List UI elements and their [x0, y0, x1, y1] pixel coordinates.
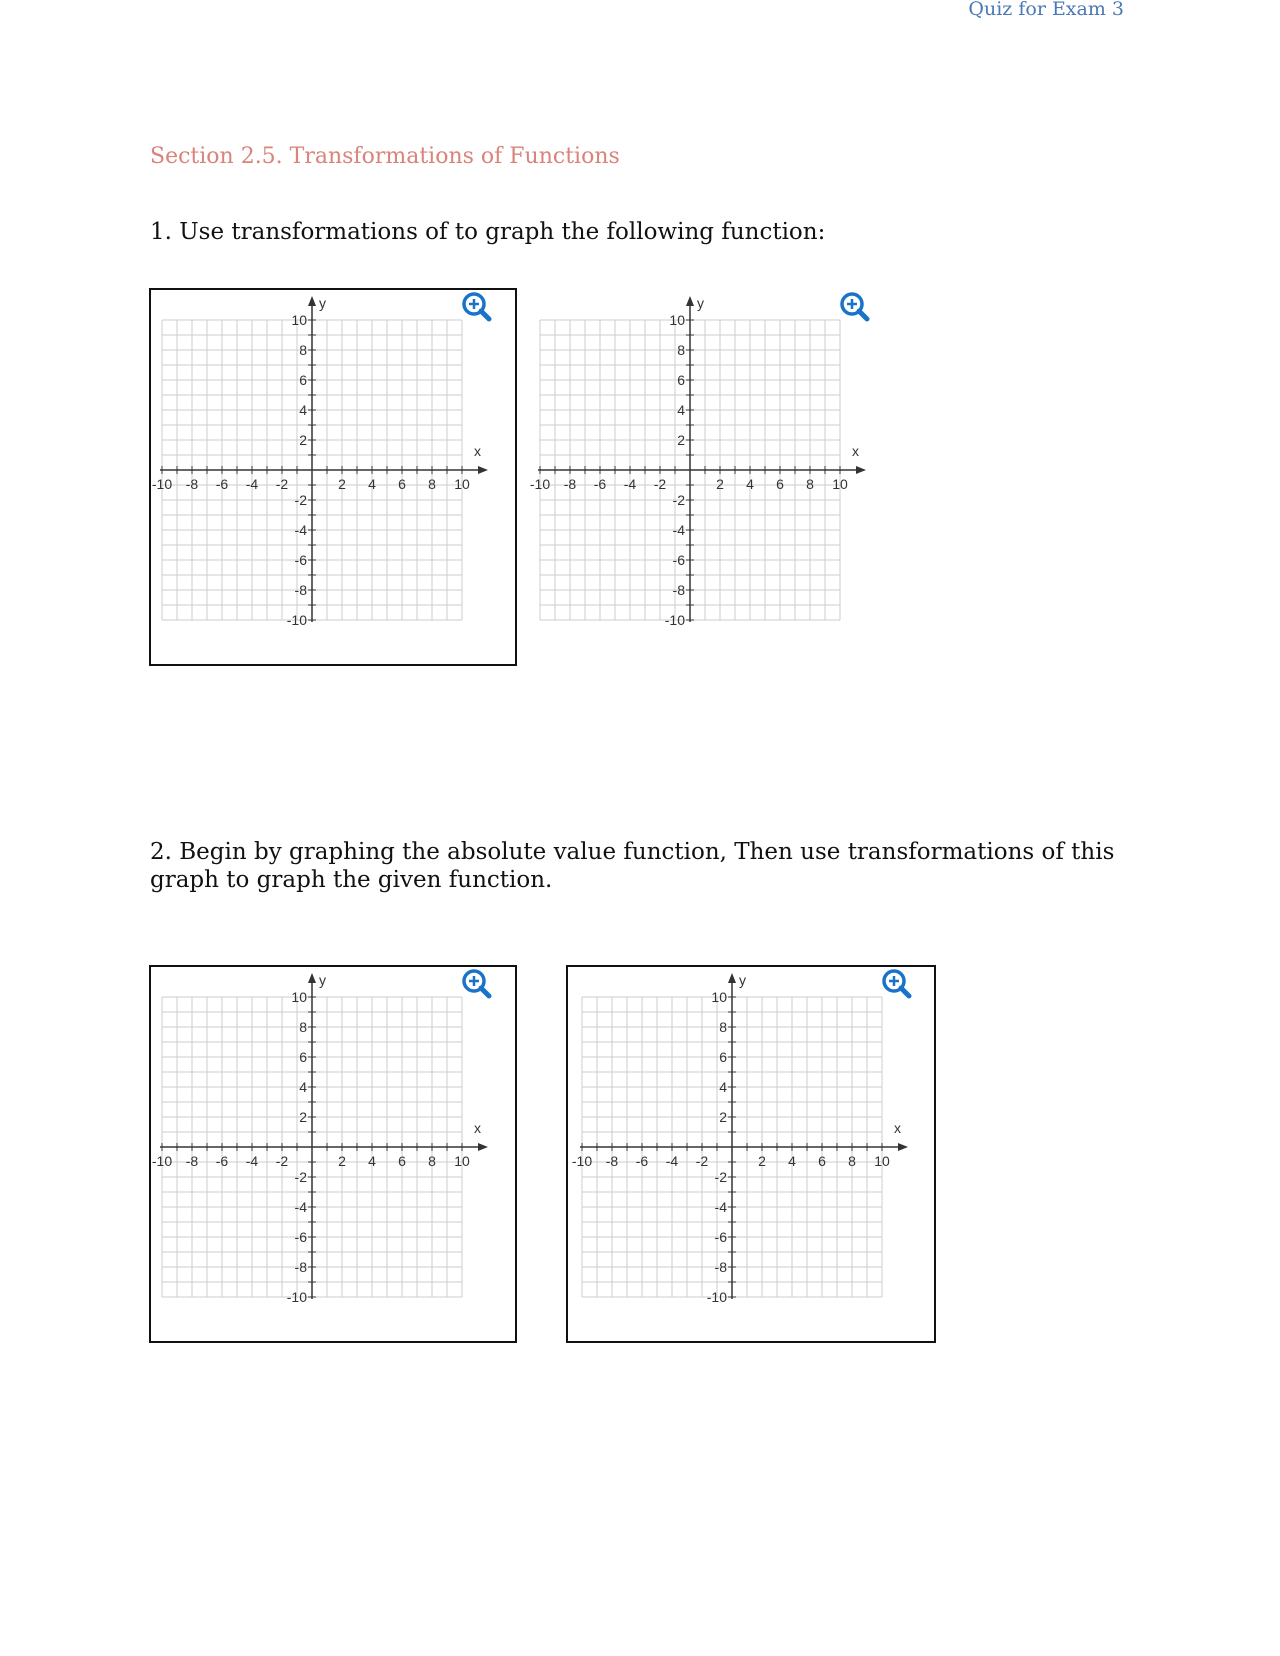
- x-tick-label: -2: [695, 1153, 709, 1169]
- x-tick-label: -6: [215, 476, 229, 492]
- y-tick-label: -4: [294, 1199, 307, 1215]
- question-2-text: 2. Begin by graphing the absolute value function, Then use transformations of this graph to graph the given function.: [150, 839, 1115, 893]
- x-axis-arrow: [478, 466, 488, 474]
- y-tick-label: -8: [672, 582, 685, 598]
- y-tick-label: -2: [714, 1169, 727, 1185]
- y-tick-label: -2: [294, 492, 307, 508]
- x-axis-label: x: [474, 443, 481, 459]
- x-tick-label: 10: [874, 1153, 890, 1169]
- x-tick-label: 6: [818, 1153, 826, 1169]
- graph-panel-q2-left[interactable]: [149, 965, 517, 1343]
- x-tick-label: 2: [338, 1153, 346, 1169]
- y-tick-label: -10: [286, 1289, 307, 1305]
- x-tick-label: -8: [563, 476, 577, 492]
- y-axis-label: y: [739, 972, 746, 988]
- x-tick-label: 8: [848, 1153, 856, 1169]
- y-tick-label: 6: [299, 372, 307, 388]
- y-tick-label: -6: [294, 1229, 307, 1245]
- y-tick-label: 10: [291, 312, 307, 328]
- y-tick-label: 10: [291, 989, 307, 1005]
- x-tick-label: -8: [605, 1153, 619, 1169]
- y-tick-label: -10: [664, 612, 685, 628]
- x-tick-label: 2: [338, 476, 346, 492]
- y-tick-label: -2: [672, 492, 685, 508]
- y-tick-label: 6: [677, 372, 685, 388]
- y-axis-label: y: [697, 295, 704, 311]
- y-tick-label: 2: [719, 1109, 727, 1125]
- x-tick-label: 2: [716, 476, 724, 492]
- x-tick-label: -10: [151, 476, 173, 492]
- coordinate-grid[interactable]: [520, 290, 890, 666]
- section-title: Section 2.5. Transformations of Functions: [150, 144, 620, 169]
- y-tick-label: -6: [294, 552, 307, 568]
- graph-panel-q1-right[interactable]: [520, 290, 890, 666]
- y-tick-label: 6: [299, 1049, 307, 1065]
- x-tick-label: -10: [529, 476, 551, 492]
- x-tick-label: 6: [398, 476, 406, 492]
- coordinate-grid[interactable]: [568, 967, 938, 1345]
- x-axis-arrow: [478, 1143, 488, 1151]
- y-tick-label: -4: [672, 522, 685, 538]
- x-tick-label: 2: [758, 1153, 766, 1169]
- x-tick-label: -4: [665, 1153, 679, 1169]
- x-tick-label: 8: [806, 476, 814, 492]
- x-tick-label: 4: [746, 476, 754, 492]
- x-tick-label: -2: [275, 1153, 289, 1169]
- coordinate-grid[interactable]: [151, 290, 519, 668]
- y-tick-label: 10: [711, 989, 727, 1005]
- y-tick-label: -10: [286, 612, 307, 628]
- y-tick-label: -2: [294, 1169, 307, 1185]
- y-tick-label: -6: [672, 552, 685, 568]
- y-tick-label: -6: [714, 1229, 727, 1245]
- y-tick-label: 8: [299, 1019, 307, 1035]
- y-tick-label: -8: [294, 1259, 307, 1275]
- y-axis-arrow: [686, 296, 694, 306]
- y-axis-arrow: [308, 973, 316, 983]
- y-tick-label: 6: [719, 1049, 727, 1065]
- y-axis-label: y: [319, 295, 326, 311]
- x-axis-arrow: [898, 1143, 908, 1151]
- x-axis-label: x: [894, 1120, 901, 1136]
- x-tick-label: -6: [215, 1153, 229, 1169]
- y-tick-label: 8: [299, 342, 307, 358]
- x-tick-label: 4: [368, 476, 376, 492]
- y-tick-label: -8: [294, 582, 307, 598]
- y-axis-label: y: [319, 972, 326, 988]
- x-axis-label: x: [852, 443, 859, 459]
- zoom-in-icon[interactable]: [884, 971, 909, 996]
- y-tick-label: 4: [677, 402, 685, 418]
- graph-panel-q1-left[interactable]: [149, 288, 517, 666]
- x-axis-label: x: [474, 1120, 481, 1136]
- zoom-in-icon[interactable]: [842, 294, 867, 319]
- x-tick-label: 10: [454, 476, 470, 492]
- y-tick-label: 2: [677, 432, 685, 448]
- x-tick-label: 6: [776, 476, 784, 492]
- x-axis-arrow: [856, 466, 866, 474]
- graph-panel-q2-right[interactable]: [566, 965, 936, 1343]
- y-tick-label: 4: [299, 402, 307, 418]
- coordinate-grid[interactable]: [151, 967, 519, 1345]
- y-tick-label: 10: [669, 312, 685, 328]
- y-tick-label: 2: [299, 432, 307, 448]
- x-tick-label: 10: [832, 476, 848, 492]
- x-tick-label: 4: [788, 1153, 796, 1169]
- y-tick-label: -4: [294, 522, 307, 538]
- x-tick-label: -4: [245, 1153, 259, 1169]
- x-tick-label: -6: [593, 476, 607, 492]
- y-tick-label: 2: [299, 1109, 307, 1125]
- y-tick-label: 4: [299, 1079, 307, 1095]
- question-1-text: 1. Use transformations of to graph the following function:: [150, 219, 826, 245]
- zoom-in-icon[interactable]: [464, 971, 489, 996]
- y-tick-label: 8: [677, 342, 685, 358]
- x-tick-label: -2: [653, 476, 667, 492]
- x-tick-label: 8: [428, 1153, 436, 1169]
- y-axis-arrow: [728, 973, 736, 983]
- x-tick-label: 4: [368, 1153, 376, 1169]
- x-tick-label: -8: [185, 1153, 199, 1169]
- x-tick-label: 8: [428, 476, 436, 492]
- x-tick-label: -2: [275, 476, 289, 492]
- y-tick-label: -4: [714, 1199, 727, 1215]
- x-tick-label: 6: [398, 1153, 406, 1169]
- y-axis-arrow: [308, 296, 316, 306]
- x-tick-label: -10: [151, 1153, 173, 1169]
- x-tick-label: -8: [185, 476, 199, 492]
- x-tick-label: -10: [571, 1153, 593, 1169]
- y-tick-label: -8: [714, 1259, 727, 1275]
- x-tick-label: -4: [245, 476, 259, 492]
- y-tick-label: 4: [719, 1079, 727, 1095]
- x-tick-label: -4: [623, 476, 637, 492]
- y-tick-label: 8: [719, 1019, 727, 1035]
- quiz-title: Quiz for Exam 3: [968, 0, 1124, 20]
- zoom-in-icon[interactable]: [464, 294, 489, 319]
- x-tick-label: -6: [635, 1153, 649, 1169]
- y-tick-label: -10: [706, 1289, 727, 1305]
- x-tick-label: 10: [454, 1153, 470, 1169]
